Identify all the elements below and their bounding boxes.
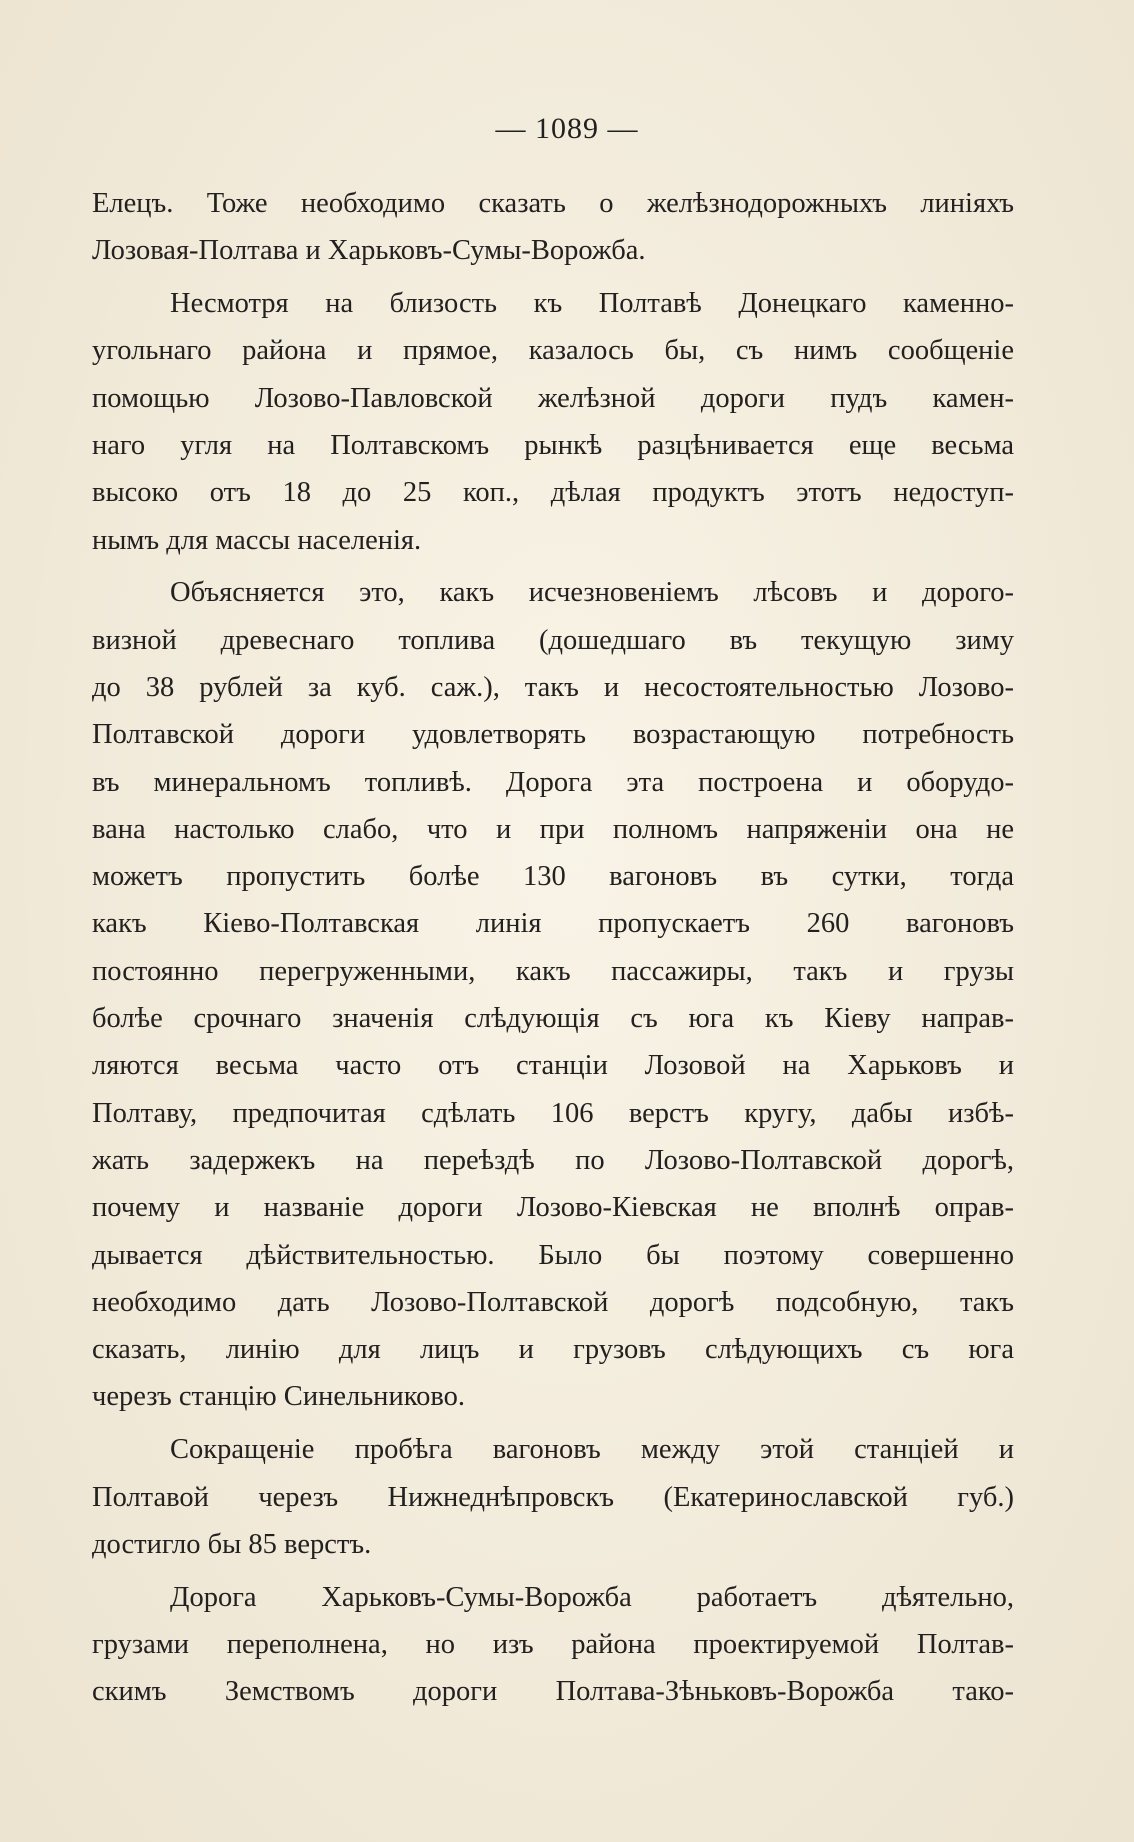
text-line: Объясняется это, какъ исчезновеніемъ лѣсовъ и дорого-: [170, 577, 1014, 609]
text-line: нымъ для массы населенія.: [92, 524, 422, 556]
body-text: [92, 180, 1014, 1716]
text-line: Несмотря на близость къ Полтавѣ Донецкаго каменно-: [170, 288, 1014, 320]
text-line: дывается дѣйствительностью. Было бы поэтому совершенно: [92, 1239, 1014, 1271]
paragraph: [92, 180, 1014, 275]
paragraph: [92, 280, 1014, 564]
text-line: визной древеснаго топлива (дошедшаго въ текущую зиму: [92, 624, 1014, 656]
text-line: постоянно перегруженными, какъ пассажиры, такъ и грузы: [92, 955, 1014, 987]
text-line: достигло бы 85 верстъ.: [92, 1528, 372, 1560]
paragraph: [92, 1574, 1014, 1716]
text-line: въ минеральномъ топливѣ. Дорога эта построена и оборудо-: [92, 766, 1014, 798]
text-line: жать задержекъ на переѣздѣ по Лозово-Полтавской дорогѣ,: [92, 1144, 1014, 1176]
text-line: сказать, линію для лицъ и грузовъ слѣдующихъ съ юга: [92, 1334, 1014, 1366]
text-line: угольнаго района и прямое, казалось бы, съ нимъ сообщеніе: [92, 335, 1014, 367]
text-line: высоко отъ 18 до 25 коп., дѣлая продуктъ этотъ недоступ-: [92, 477, 1014, 509]
paragraph: [92, 1426, 1014, 1568]
text-line: грузами переполнена, но изъ района проектируемой Полтав-: [92, 1628, 1014, 1660]
text-line: необходимо дать Лозово-Полтавской дорогѣ подсобную, такъ: [92, 1286, 1014, 1318]
text-line: болѣе срочнаго значенія слѣдующія съ юга къ Кіеву направ-: [92, 1003, 1014, 1035]
text-line: наго угля на Полтавскомъ рынкѣ разцѣнивается еще весьма: [92, 429, 1014, 461]
text-line: черезъ станцію Синельниково.: [92, 1381, 465, 1413]
paragraph: [92, 569, 1014, 1420]
text-line: Полтаву, предпочитая сдѣлать 106 верстъ кругу, дабы избѣ-: [92, 1097, 1014, 1129]
text-line: почему и названіе дороги Лозово-Кіевская не вполнѣ оправ-: [92, 1192, 1014, 1224]
text-line: Полтавой черезъ Нижнеднѣпровскъ (Екатеринославской губ.): [92, 1481, 1014, 1513]
page-number: — 1089 —: [495, 112, 639, 145]
text-line: какъ Кіево-Полтавская линія пропускаетъ 260 вагоновъ: [92, 908, 1014, 940]
text-line: Лозовая-Полтава и Харьковъ-Сумы-Ворожба.: [92, 235, 646, 267]
text-line: можетъ пропустить болѣе 130 вагоновъ въ сутки, тогда: [92, 861, 1014, 893]
text-line: вана настолько слабо, что и при полномъ напряженіи она не: [92, 813, 1014, 845]
text-line: Полтавской дороги удовлетворять возрастающую потребность: [92, 719, 1014, 751]
text-line: помощью Лозово-Павловской желѣзной дороги пудъ камен-: [92, 382, 1014, 414]
text-line: Сокращеніе пробѣга вагоновъ между этой станціей и: [170, 1434, 1014, 1466]
text-line: Елецъ. Тоже необходимо сказать о желѣзнодорожныхъ линіяхъ: [92, 188, 1014, 219]
text-line: до 38 рублей за куб. саж.), такъ и несостоятельностью Лозово-: [92, 671, 1014, 703]
text-line: ляются весьма часто отъ станціи Лозовой на Харьковъ и: [92, 1050, 1014, 1082]
text-line: скимъ Земствомъ дороги Полтава-Зѣньковъ-Ворожба тако-: [92, 1676, 1014, 1708]
text-line: Дорога Харьковъ-Сумы-Ворожба работаетъ дѣятельно,: [170, 1581, 1014, 1613]
